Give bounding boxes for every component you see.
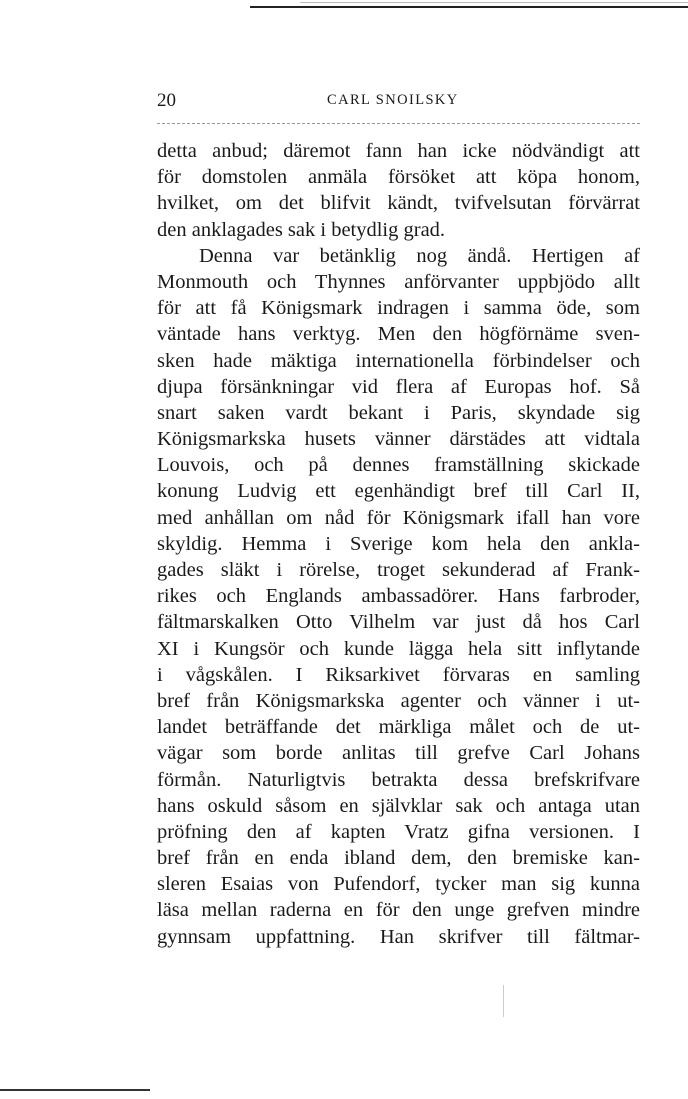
text-line: hans oskuld såsom en självklar sak och antaga utan bbox=[157, 794, 640, 817]
text-line: den anklagades sak i betydlig grad. bbox=[157, 218, 446, 241]
text-line: Königsmarkska husets vänner därstädes att vidtala bbox=[157, 428, 640, 451]
text-line: förmån. Naturligtvis betrakta dessa brefskrifvare bbox=[157, 768, 640, 791]
text-line: pröfning den af kapten Vratz gifna versionen. I bbox=[157, 820, 640, 843]
text-line: för domstolen anmäla försöket att köpa honom, bbox=[157, 166, 640, 189]
text-line: läsa mellan raderna en för den unge grefven mindre bbox=[157, 899, 640, 922]
running-head bbox=[157, 90, 640, 112]
text-line: hvilket, om det blifvit kändt, tvifvelsutan förvärrat bbox=[157, 192, 640, 215]
text-line: Monmouth och Thynnes anförvanter uppbjödo allt bbox=[157, 270, 640, 293]
text-line: fältmarskalken Otto Vilhelm var just då hos Carl bbox=[157, 611, 640, 634]
page-number: 20 bbox=[157, 90, 176, 111]
text-line: XI i Kungsör och kunde lägga hela sitt inflytande bbox=[157, 637, 640, 660]
text-line: väntade hans verktyg. Men den högförnäme sven- bbox=[157, 323, 640, 346]
text-line: sken hade mäktiga internationella förbindelser och bbox=[157, 349, 640, 372]
text-line: gades släkt i rörelse, troget sekunderad af Frank- bbox=[157, 559, 640, 581]
top-edge-thin-rule bbox=[300, 2, 688, 3]
text-line: rikes och Englands ambassadörer. Hans farbroder, bbox=[157, 585, 640, 608]
text-line: konung Ludvig ett egenhändigt bref till Carl II, bbox=[157, 480, 640, 503]
text-line: sleren Esaias von Pufendorf, tycker man sig kunna bbox=[157, 873, 640, 896]
text-line: bref från en enda ibland dem, den bremiske kan- bbox=[157, 847, 640, 870]
text-line: bref från Königsmarkska agenter och vänner i ut- bbox=[157, 689, 640, 712]
text-line: djupa försänkningar vid flera af Europas hof. Så bbox=[157, 375, 640, 398]
text-line: Denna var betänklig nog ändå. Hertigen af bbox=[199, 244, 640, 267]
running-title: CARL SNOILSKY bbox=[327, 92, 459, 108]
text-line: för att få Königsmark indragen i samma öde, som bbox=[157, 297, 640, 320]
text-line: med anhållan om nåd för Königsmark ifall han vore bbox=[157, 506, 640, 529]
text-line: skyldig. Hemma i Sverige kom hela den ankla- bbox=[157, 532, 640, 555]
margin-mark bbox=[503, 985, 504, 1017]
text-line: vägar som borde anlitas till grefve Carl Johans bbox=[157, 742, 640, 765]
header-divider bbox=[157, 123, 640, 124]
text-line: gynnsam uppfattning. Han skrifver till fältmar- bbox=[157, 925, 640, 948]
body-text bbox=[157, 138, 640, 950]
text-line: landet beträffande det märkliga målet och de ut- bbox=[157, 716, 640, 739]
text-line: snart saken vardt bekant i Paris, skyndade sig bbox=[157, 401, 640, 424]
text-line: Louvois, och på dennes framställning skickade bbox=[157, 454, 640, 477]
bottom-edge-rule bbox=[0, 1089, 150, 1091]
top-edge-rule bbox=[250, 6, 688, 8]
text-line: i vågskålen. I Riksarkivet förvaras en samling bbox=[157, 663, 640, 686]
text-line: detta anbud; däremot fann han icke nödvändigt att bbox=[157, 140, 640, 162]
